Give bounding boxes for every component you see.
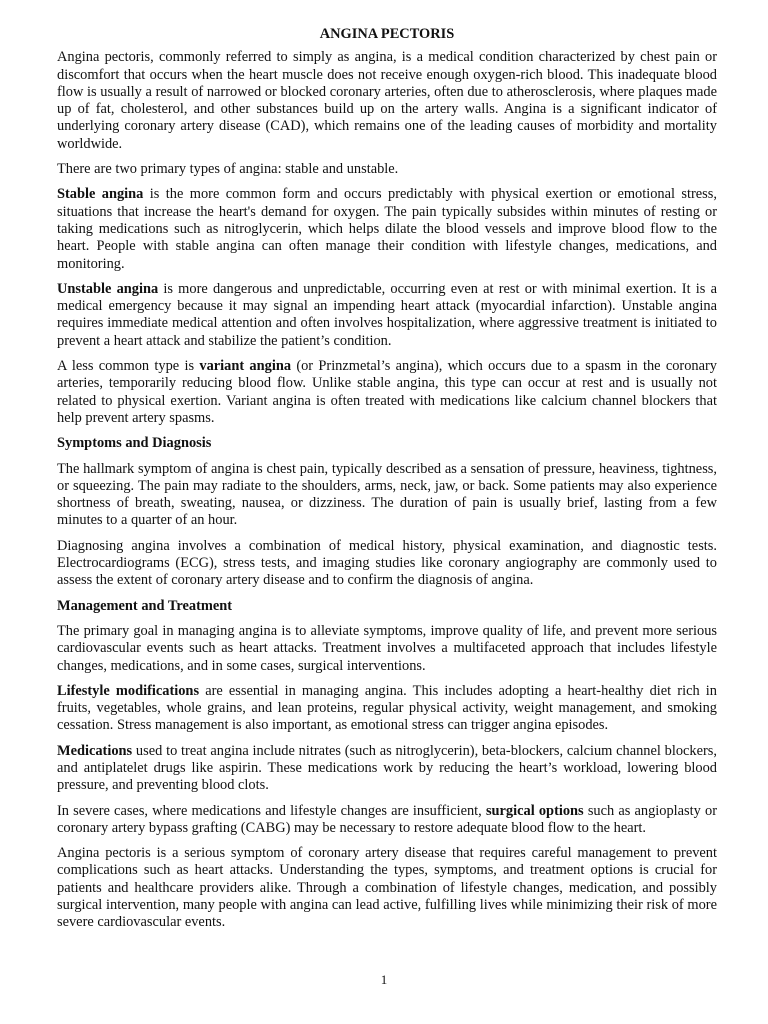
- lifestyle-term: Lifestyle modifications: [57, 682, 200, 699]
- stable-angina-text: is the more common form and occurs predictably with physical exertion or emotional stress, situations that increase the heart's demand for oxygen. The pain typically subsides within minutes of resting or taking medications such as nitroglycerin, which helps dilate the blood vessels and improve blood flow to the heart. People with stable angina can often manage their condition with lifestyle changes, medications, and monitoring.: [57, 186, 717, 272]
- lifestyle-paragraph: [57, 683, 717, 735]
- page-number: 1: [380, 972, 388, 987]
- document-title: ANGINA PECTORIS: [319, 26, 455, 42]
- management-heading: Management and Treatment: [57, 597, 233, 614]
- unstable-angina-text: is more dangerous and unpredictable, occurring even at rest or with minimal exertion. It is a medical emergency because it may signal an impending heart attack (myocardial infarction). Unstable angina requires immediate medical attention and often involves hospitalization, where aggressive treatment is initiated to prevent a heart attack and stabilize the patient’s condition.: [57, 280, 717, 349]
- unstable-angina-term: Unstable angina: [57, 280, 159, 297]
- management-paragraph: The primary goal in managing angina is to alleviate symptoms, improve quality of life, and prevent more serious cardiovascular events such as heart attacks. Treatment involves a multifaceted approach that includes lifestyle changes, medications, and in some cases, surgical interventions.: [57, 622, 717, 674]
- medications-term: Medications: [57, 742, 133, 759]
- types-intro-paragraph: There are two primary types of angina: stable and unstable.: [57, 161, 399, 178]
- surgical-paragraph: [57, 803, 717, 838]
- lifestyle-text: are essential in managing angina. This includes adopting a heart-healthy diet rich in fruits, vegetables, whole grains, and lean proteins, regular physical activity, weight management, and smoking cessation. Stress management is also important, as emotional stress can trigger angina episodes.: [57, 682, 717, 734]
- stable-angina-paragraph: [57, 186, 717, 272]
- symptoms-heading: Symptoms and Diagnosis: [57, 435, 212, 452]
- conclusion-paragraph: Angina pectoris is a serious symptom of coronary artery disease that requires careful management to prevent complications such as heart attacks. Understanding the types, symptoms, and treatment options is crucial for patients and healthcare providers alike. Through a combination of lifestyle changes, medication, and possibly surgical intervention, many people with angina can lead active, fulfilling lives while minimizing their risk of more severe cardiovascular events.: [57, 845, 717, 931]
- stable-angina-term: Stable angina: [57, 186, 144, 203]
- intro-paragraph: Angina pectoris, commonly referred to simply as angina, is a medical condition characterized by chest pain or discomfort that occurs when the heart muscle does not receive enough oxygen-rich blood. This inadequate blood flow is usually a result of narrowed or blocked coronary arteries, often due to atherosclerosis, where plaques made up of fat, cholesterol, and other substances build up on the artery walls. Angina is a significant indicator of underlying coronary artery disease (CAD), which remains one of the leading causes of morbidity and mortality worldwide.: [57, 49, 717, 152]
- variant-angina-lead: A less common type is: [57, 358, 200, 375]
- medications-paragraph: [57, 743, 717, 795]
- variant-angina-text: (or Prinzmetal’s angina), which occurs due to a spasm in the coronary arteries, temporarily reducing blood flow. Unlike stable angina, this type can occur at rest and is usually not related to physical exertion. Variant angina is often treated with medications like calcium channel blockers that help prevent artery spasms.: [57, 358, 717, 426]
- variant-angina-term: variant angina: [199, 358, 292, 375]
- document-page: [57, 26, 717, 940]
- diagnosis-paragraph: Diagnosing angina involves a combination of medical history, physical examination, and diagnostic tests. Electrocardiograms (ECG), stress tests, and imaging studies like coronary angiography are commonly used to assess the extent of coronary artery disease and to confirm the diagnosis of angina.: [57, 537, 717, 589]
- surgical-text: such as angioplasty or coronary artery bypass grafting (CABG) may be necessary to restore adequate blood flow to the heart.: [57, 802, 718, 836]
- unstable-angina-paragraph: [57, 281, 717, 350]
- variant-angina-paragraph: [57, 358, 717, 427]
- medications-text: used to treat angina include nitrates (such as nitroglycerin), beta-blockers, calcium channel blockers, and antiplatelet drugs like aspirin. These medications work by reducing the heart’s workload, lowering blood pressure, and preventing blood clots.: [57, 742, 717, 794]
- symptoms-paragraph: The hallmark symptom of angina is chest pain, typically described as a sensation of pressure, heaviness, tightness, or squeezing. The pain may radiate to the shoulders, arms, neck, jaw, or back. Some patients may also experience shortness of breath, sweating, nausea, or dizziness. The duration of pain is usually brief, lasting from a few minutes to a quarter of an hour.: [57, 460, 717, 529]
- surgical-lead: In severe cases, where medications and lifestyle changes are insufficient,: [57, 802, 486, 819]
- surgical-term: surgical options: [485, 802, 584, 819]
